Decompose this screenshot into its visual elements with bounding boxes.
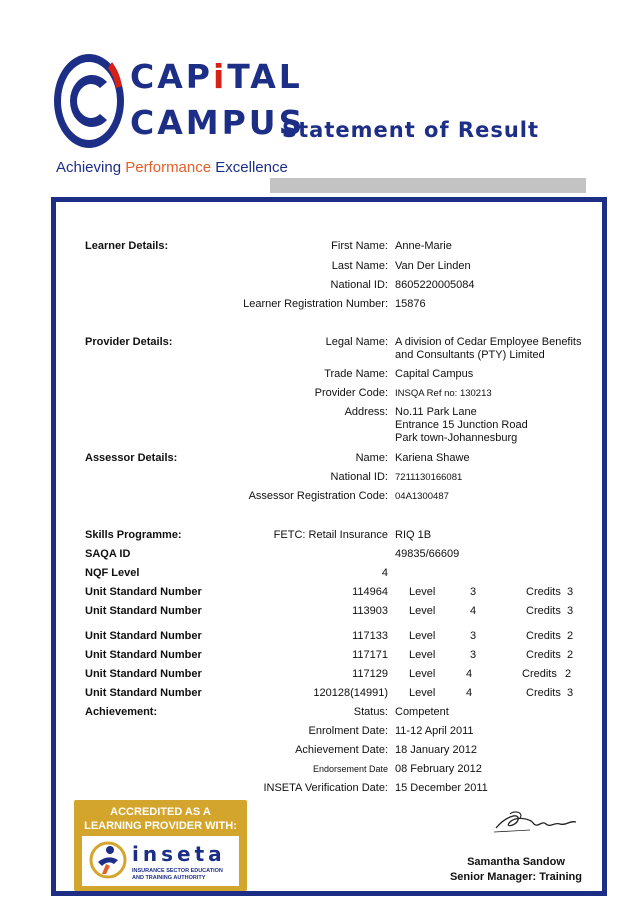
unit-number: 117171 (352, 649, 388, 661)
achievement-section-title: Achievement: (85, 706, 158, 718)
unit-level-label: Level (409, 649, 436, 661)
unit-level-value: 3 (470, 630, 477, 642)
accreditation-badge-text (74, 800, 247, 836)
first-name-label: First Name: (331, 240, 388, 252)
unit-credits-value: 2 (567, 630, 574, 642)
address-line-2: Entrance 15 Junction Road (395, 419, 528, 431)
unit-label: Unit Standard Number (85, 668, 202, 680)
unit-label: Unit Standard Number (85, 605, 202, 617)
unit-credits-value: 2 (567, 649, 574, 661)
assessor-name-label: Name: (355, 452, 388, 464)
signatory-name: Samantha Sandow (467, 856, 565, 868)
unit-level-label: Level (409, 630, 436, 642)
unit-credits-label: Credits (526, 649, 561, 661)
inseta-wordmark: inseta (132, 842, 226, 866)
unit-level-value: 4 (466, 687, 473, 699)
assessor-reg-label: Assessor Registration Code: (248, 490, 388, 502)
learner-reg-value: 15876 (395, 298, 426, 310)
unit-number: 120128(14991) (313, 687, 388, 699)
unit-number: 113903 (352, 605, 388, 617)
endorsement-date-value: 08 February 2012 (395, 763, 482, 775)
unit-label: Unit Standard Number (85, 630, 202, 642)
unit-credits-value: 3 (567, 586, 574, 598)
address-line-1: No.11 Park Lane (395, 406, 477, 418)
verification-date-label: INSETA Verification Date: (263, 782, 388, 794)
skills-programme-value: RIQ 1B (395, 529, 432, 541)
unit-credits-label: Credits (526, 687, 561, 699)
assessor-name-value: Kariena Shawe (395, 452, 470, 464)
assessor-reg-value: 04A1300487 (395, 491, 449, 502)
signatory-block (450, 855, 582, 885)
unit-level-value: 4 (466, 668, 473, 680)
learner-national-id-label: National ID: (330, 279, 388, 291)
saqa-id-value: 49835/66609 (395, 548, 460, 560)
status-value: Competent (395, 706, 449, 718)
saqa-id-label: SAQA ID (85, 548, 131, 560)
unit-level-label: Level (409, 605, 436, 617)
endorsement-date-label: Endorsement Date (312, 764, 388, 774)
unit-credits-label: Credits (526, 630, 561, 642)
unit-level-value: 4 (470, 605, 477, 617)
last-name-label: Last Name: (331, 260, 388, 272)
unit-label: Unit Standard Number (85, 687, 202, 699)
nqf-level-value: 4 (381, 567, 388, 579)
unit-credits-label: Credits (526, 586, 561, 598)
unit-number: 117129 (352, 668, 388, 680)
inseta-subtitle-line-2: AND TRAINING AUTHORITY (132, 875, 206, 881)
first-name-value: Anne-Marie (395, 240, 452, 252)
unit-label: Unit Standard Number (85, 649, 202, 661)
unit-level-value: 3 (470, 649, 477, 661)
skills-programme-name: FETC: Retail Insurance (273, 529, 388, 541)
achievement-date-value: 18 January 2012 (395, 744, 477, 756)
trade-name-label: Trade Name: (324, 368, 388, 380)
unit-level-label: Level (409, 586, 436, 598)
assessor-national-id-value: 7211130166081 (395, 472, 463, 483)
provider-code-label: Provider Code: (314, 387, 388, 399)
brand-line-capital: CAPiTAL (130, 57, 303, 96)
learner-section-title: Learner Details: (85, 240, 169, 252)
unit-credits-value: 3 (567, 605, 574, 617)
achievement-date-label: Achievement Date: (295, 744, 388, 756)
inseta-subtitle (132, 868, 223, 882)
nqf-level-label: NQF Level (85, 567, 140, 579)
unit-credits-label: Credits (526, 605, 561, 617)
enrolment-date-label: Enrolment Date: (308, 725, 388, 737)
inseta-subtitle-line-1: INSURANCE SECTOR EDUCATION (132, 868, 223, 874)
trade-name-value: Capital Campus (395, 368, 474, 380)
badge-line-1: ACCREDITED AS A (110, 806, 211, 818)
inseta-figure-icon (88, 840, 128, 880)
verification-date-value: 15 December 2011 (395, 782, 488, 794)
assessor-national-id-label: National ID: (330, 471, 388, 483)
unit-level-label: Level (409, 687, 436, 699)
brand-tagline: Achieving Performance Excellence (56, 159, 288, 176)
unit-credits-label: Credits (522, 668, 557, 680)
provider-code-value: INSQA Ref no: 130213 (395, 388, 492, 399)
learner-reg-label: Learner Registration Number: (243, 298, 388, 310)
legal-name-label: Legal Name: (325, 336, 388, 348)
header-divider-bar (270, 178, 586, 193)
unit-number: 114964 (352, 586, 388, 598)
unit-label: Unit Standard Number (85, 586, 202, 598)
unit-credits-value: 2 (565, 668, 572, 680)
enrolment-date-value: 11-12 April 2011 (395, 725, 474, 737)
status-label: Status: (353, 706, 388, 718)
skills-programme-label: Skills Programme: (85, 529, 182, 541)
signatory-role: Senior Manager: Training (449, 871, 582, 883)
unit-level-value: 3 (470, 586, 477, 598)
address-line-3: Park town-Johannesburg (395, 432, 518, 444)
last-name-value: Van Der Linden (395, 260, 471, 272)
provider-section-title: Provider Details: (85, 336, 173, 348)
unit-credits-value: 3 (567, 687, 574, 699)
address-label: Address: (344, 406, 388, 418)
unit-number: 117133 (352, 630, 388, 642)
unit-level-label: Level (409, 668, 436, 680)
legal-name-value: A division of Cedar Employee Benefits and Consultants (PTY) Limited (395, 336, 582, 361)
learner-national-id-value: 8605220005084 (395, 279, 475, 291)
page-title: Statement of Result (282, 118, 540, 142)
brand-line-campus: CAMPUS (130, 103, 306, 142)
handwritten-signature-icon (490, 806, 580, 838)
badge-line-2: LEARNING PROVIDER WITH: (84, 820, 237, 832)
capital-campus-c-logo-icon (52, 52, 126, 150)
assessor-section-title: Assessor Details: (85, 452, 178, 464)
